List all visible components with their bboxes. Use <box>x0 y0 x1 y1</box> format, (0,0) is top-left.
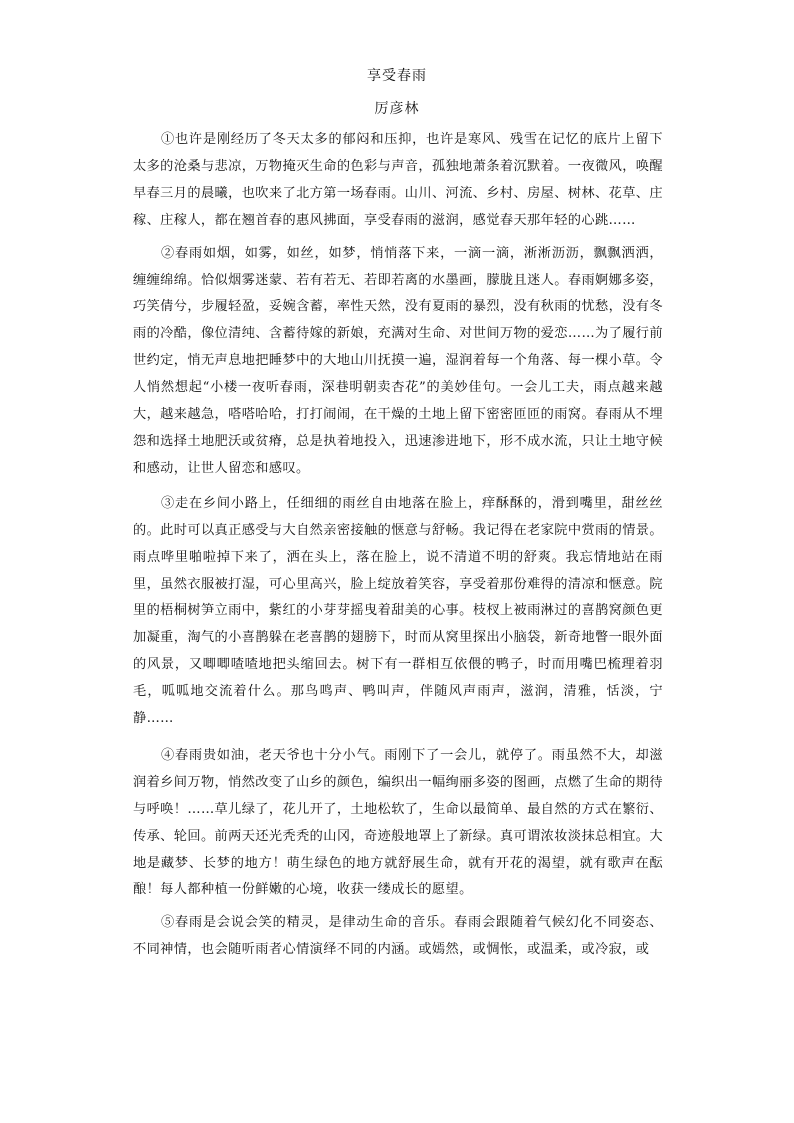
article-author: 厉彦林 <box>374 101 420 117</box>
article-title: 享受春雨 <box>367 68 427 84</box>
paragraph-3: ③走在乡间小路上，任细细的雨丝自由地落在脸上，痒酥酥的，滑到嘴里，甜丝丝的。此时可以真正感受与大自然亲密接触的惬意与舒畅。我记得在老家院中赏雨的情景。雨点哗里啪啦掉下来了，洒在头上，落在脸上，说不清道不明的舒爽。我忘情地站在雨里，虽然衣服被打湿，可心里高兴，脸上绽放着笑容，享受着那份难得的清凉和惬意。院里的梧桐树笋立雨中，紫红的小芽芽摇曳着甜美的心事。枝杈上被雨淋过的喜鹊窝颜色更加凝重，淘气的小喜鹊躲在老喜鹊的翅膀下，时而从窝里探出小脑袋，新奇地瞥一眼外面的风景，又唧唧喳喳地把头缩回去。树下有一群相互依偎的鸭子，时而用嘴巴梳理着羽毛，呱呱地交流着什么。那鸟鸣声、鸭叫声，伴随风声雨声，滋润，清雅，恬淡，宁静…… <box>133 495 663 727</box>
article-body <box>133 127 663 974</box>
paragraph-2: ②春雨如烟，如雾，如丝，如梦，悄悄落下来，一滴一滴，淅淅沥沥，飘飘洒洒，缠缠绵绵。恰似烟雾迷蒙、若有若无、若即若离的水墨画，朦胧且迷人。春雨婀娜多姿，巧笑倩兮，步履轻盈，妥婉含蓄，率性天然，没有夏雨的暴烈，没有秋雨的忧愁，没有冬雨的冷酷，像位清纯、含蓄待嫁的新娘，充满对生命、对世间万物的爱恋……为了履行前世约定，悄无声息地把睡梦中的大地山川抚摸一遍，湿润着每一个角落、每一棵小草。令人悄然想起“小楼一夜听春雨，深巷明朝卖杏花”的美妙佳句。一会儿工夫，雨点越来越大，越来越急，嗒嗒哈哈，打打闹闹，在干燥的土地上留下密密匝匝的雨窝。春雨从不埋怨和选择土地肥沃或贫瘠，总是执着地投入，迅速渗进地下，形不成水流，只让土地守候和感动，让世人留恋和感叹。 <box>133 245 663 476</box>
paragraph-4: ④春雨贵如油，老天爷也十分小气。雨刚下了一会儿，就停了。雨虽然不大，却滋润着乡间万物，悄然改变了山乡的颜色，编织出一幅绚丽多姿的图画，点燃了生命的期待与呼唤！……草儿绿了，花儿开了，土地松软了，生命以最简单、最自然的方式在繁衍、传承、轮回。前两天还光秃秃的山冈，奇迹般地罩上了新绿。真可谓浓妆淡抹总相宜。大地是藏梦、长梦的地方！萌生绿色的地方就舒展生命，就有开花的渴望，就有歌声在酝酿！每人都种植一份鲜嫩的心境，收获一缕成长的愿望。 <box>133 747 663 898</box>
paragraph-5: ⑤春雨是会说会笑的精灵，是律动生命的音乐。春雨会跟随着气候幻化不同姿态、不同神情，也会随听雨者心情演绎不同的内涵。或嫣然，或惆怅，或温柔，或冷寂，或 <box>133 915 663 958</box>
paragraph-1: ①也许是刚经历了冬天太多的郁闷和压抑，也许是寒风、残雪在记忆的底片上留下太多的沧桑与悲凉，万物掩灭生命的色彩与声音，孤独地萧条着沉默着。一夜微风，唤醒早春三月的晨曦，也吹来了北方第一场春雨。山川、河流、乡村、房屋、树林、花草、庄稼、庄稼人，都在翘首春的惠风拂面，享受春雨的滋润，感觉春天那年轻的心跳…… <box>133 132 663 228</box>
